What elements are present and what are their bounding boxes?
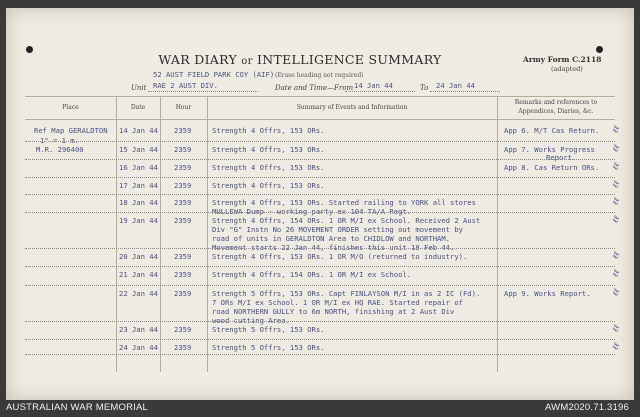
punch-hole-right bbox=[596, 46, 603, 53]
row-divider bbox=[25, 354, 615, 355]
place-scale: 1" = 1 m. bbox=[40, 136, 79, 145]
row-divider bbox=[25, 266, 615, 267]
footer-accession-number: AWM2020.71.3196 bbox=[545, 402, 629, 413]
entry-remark: Report. bbox=[546, 153, 577, 162]
entry-summary-line: Strength 5 Offrs, 153 ORs. bbox=[212, 343, 325, 352]
entry-summary-line: Strength 4 Offrs, 154 ORs. 1 OR M/I ex School. Received 2 Aust bbox=[212, 216, 481, 225]
to-label: To bbox=[420, 84, 429, 92]
col-hour: Hour bbox=[175, 104, 192, 111]
entry-hour: 2359 bbox=[174, 216, 192, 225]
to-date: 24 Jan 44 bbox=[436, 81, 475, 90]
handwritten-initials-mark: ℓℓ bbox=[609, 268, 622, 278]
unit-label: Unit bbox=[131, 84, 147, 92]
row-divider bbox=[25, 177, 615, 178]
entry-summary-line: Strength 4 Offrs, 154 ORs. 1 OR M/I ex School. bbox=[212, 270, 412, 279]
entry-date: 20 Jan 44 bbox=[119, 252, 158, 261]
handwritten-initials-mark: ℓℓ bbox=[609, 214, 622, 224]
footer-source: AUSTRALIAN WAR MEMORIAL bbox=[6, 402, 149, 413]
entry-summary-line: Strength 4 Offrs, 153 ORs. Started railing to YORK all stores bbox=[212, 198, 476, 207]
entry-date: 14 Jan 44 bbox=[119, 126, 158, 135]
row-divider bbox=[25, 339, 615, 340]
col-date: Date bbox=[130, 104, 146, 111]
entry-remark: App 6. M/T Cas Return. bbox=[504, 126, 600, 135]
row-divider bbox=[25, 194, 615, 195]
army-form-adapted: (adapted) bbox=[551, 65, 583, 73]
entry-date: 19 Jan 44 bbox=[119, 216, 158, 225]
entry-hour: 2359 bbox=[174, 343, 192, 352]
erase-note: (Erase heading not required) bbox=[275, 72, 364, 79]
row-divider bbox=[25, 159, 615, 160]
entry-summary-line: wood cutting Area. bbox=[212, 316, 290, 325]
date-time-label: Date and Time—From bbox=[275, 84, 354, 92]
title-or: or bbox=[241, 56, 253, 67]
entry-hour: 2359 bbox=[174, 252, 192, 261]
entry-summary-line: Div "G" Instn No 26 MOVEMENT ORDER setting out movement by bbox=[212, 225, 463, 234]
entry-hour: 2359 bbox=[174, 163, 192, 172]
entry-date: 21 Jan 44 bbox=[119, 270, 158, 279]
entry-summary-line: road of units in GERALDTON Area to CHIDLOW and NORTHAM. bbox=[212, 234, 450, 243]
row-divider bbox=[25, 285, 615, 286]
row-divider bbox=[25, 321, 615, 322]
row-divider bbox=[25, 248, 615, 249]
entry-summary-line: Strength 4 Offrs, 153 ORs. bbox=[212, 126, 325, 135]
title-war-diary: WAR DIARY bbox=[158, 52, 238, 67]
form-title bbox=[150, 52, 450, 67]
handwritten-initials-mark: ℓℓ bbox=[609, 341, 622, 351]
entry-summary-line: 7 ORs M/I ex School. 1 OR M/I ex HQ RAE. Started repair of bbox=[212, 298, 463, 307]
entry-remark: App 7. Works Progress bbox=[504, 145, 595, 154]
entry-hour: 2359 bbox=[174, 181, 192, 190]
handwritten-initials-mark: ℓℓ bbox=[609, 323, 622, 333]
entry-date: 22 Jan 44 bbox=[119, 289, 158, 298]
unit-line-1: 52 AUST FIELD PARK COY (AIF) bbox=[153, 70, 275, 79]
from-date: 14 Jan 44 bbox=[354, 81, 393, 90]
entry-summary-line: Strength 5 Offrs, 153 ORs. bbox=[212, 325, 325, 334]
entry-hour: 2359 bbox=[174, 145, 192, 154]
entry-date: 16 Jan 44 bbox=[119, 163, 158, 172]
handwritten-initials-mark: ℓℓ bbox=[609, 196, 622, 206]
entry-summary-line: Strength 4 Offrs, 153 ORs. bbox=[212, 145, 325, 154]
army-form-number: Army Form C.2118 bbox=[523, 55, 602, 64]
col-remarks-1: Remarks and references to bbox=[514, 99, 598, 106]
entry-date: 15 Jan 44 bbox=[119, 145, 158, 154]
entry-hour: 2359 bbox=[174, 289, 192, 298]
handwritten-initials-mark: ℓℓ bbox=[609, 124, 622, 134]
handwritten-initials-mark: ℓℓ bbox=[609, 179, 622, 189]
col-place: Place bbox=[62, 104, 79, 111]
entry-remark: App 9. Works Report. bbox=[504, 289, 591, 298]
handwritten-initials-mark: ℓℓ bbox=[609, 161, 622, 171]
row-divider bbox=[25, 212, 615, 213]
handwritten-initials-mark: ℓℓ bbox=[609, 287, 622, 297]
handwritten-initials-mark: ℓℓ bbox=[609, 143, 622, 153]
unit-line-2: RAE 2 AUST DIV. bbox=[153, 81, 218, 90]
entry-date: 18 Jan 44 bbox=[119, 198, 158, 207]
handwritten-initials-mark: ℓℓ bbox=[609, 250, 622, 260]
entry-summary-line: Strength 4 Offrs, 153 ORs. bbox=[212, 163, 325, 172]
entry-summary-line: Strength 5 Offrs, 153 ORs. Capt FINLAYSON M/I in as 2 IC (Fd). bbox=[212, 289, 481, 298]
entry-hour: 2359 bbox=[174, 270, 192, 279]
entry-date: 17 Jan 44 bbox=[119, 181, 158, 190]
title-intelligence-summary: INTELLIGENCE SUMMARY bbox=[256, 52, 442, 67]
entry-hour: 2359 bbox=[174, 198, 192, 207]
entry-date: 24 Jan 44 bbox=[119, 343, 158, 352]
entry-date: 23 Jan 44 bbox=[119, 325, 158, 334]
place-map-reference: M.R. 296400 bbox=[36, 145, 84, 154]
entry-summary-line: Strength 4 Offrs, 153 ORs. 1 OR M/O (returned to industry). bbox=[212, 252, 468, 261]
entry-summary-line: Strength 4 Offrs, 153 ORs. bbox=[212, 181, 325, 190]
entry-hour: 2359 bbox=[174, 325, 192, 334]
entry-summary-line: Movement starts 22 Jan 44, finishes this unit 18 Feb 44. bbox=[212, 243, 455, 252]
col-summary: Summary of Events and Information bbox=[296, 104, 408, 111]
punch-hole-left bbox=[26, 46, 33, 53]
entry-hour: 2359 bbox=[174, 126, 192, 135]
place-map-ref: Ref Map GERALDTON bbox=[34, 126, 108, 135]
entry-remark: App 8. Cas Return ORs. bbox=[504, 163, 600, 172]
entry-summary-line: MULLEWA Dump - working party ex 104 TA/A Regt. bbox=[212, 207, 412, 216]
col-remarks-2: Appendices, Diaries, &c. bbox=[518, 108, 594, 115]
entry-summary-line: road NORTHERN GULLY to 6m NORTH, finishing at 2 Aust Div bbox=[212, 307, 455, 316]
row-divider bbox=[25, 141, 615, 142]
